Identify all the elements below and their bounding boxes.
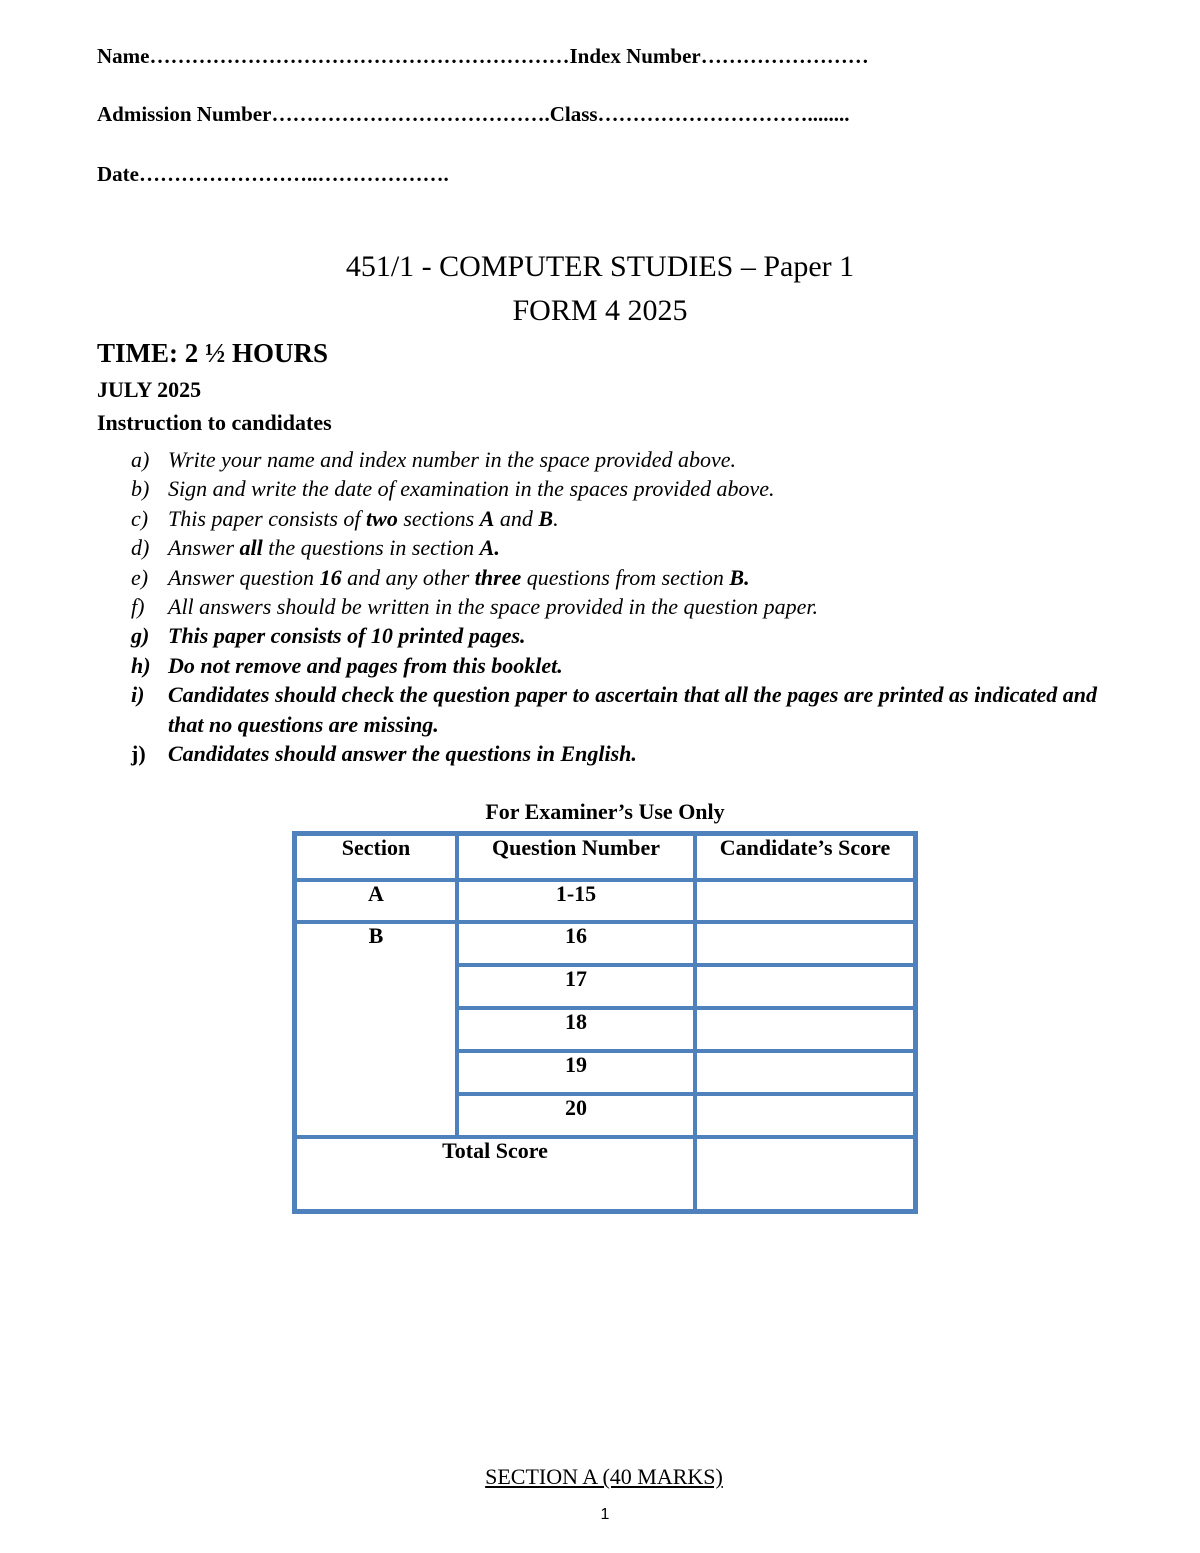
instruction-d	[131, 533, 1111, 562]
emphasis: two	[366, 505, 398, 531]
total-row	[295, 1137, 915, 1211]
instruction-letter: j)	[131, 741, 146, 767]
instruction-g	[131, 621, 1111, 650]
instruction-c	[131, 504, 1111, 533]
section-a-heading: SECTION A (40 MARKS)	[485, 1464, 723, 1489]
instruction-a	[131, 445, 1111, 474]
text-run: This paper consists of	[168, 505, 367, 531]
exam-time: TIME: 2 ½ HOURS	[97, 338, 329, 368]
instruction-text: Sign and write the date of examination in the spaces provided above.	[168, 476, 775, 502]
text-run: .	[553, 505, 559, 531]
score-cell[interactable]	[695, 1051, 915, 1094]
header-section: Section	[295, 834, 457, 880]
score-cell[interactable]	[695, 922, 915, 965]
instruction-f	[131, 592, 1111, 621]
examiner-score-table	[292, 831, 918, 1214]
emphasis: A	[479, 505, 495, 531]
section-a-cell: A	[295, 880, 457, 922]
instructions-list	[131, 445, 1111, 768]
page-number: 1	[600, 1506, 610, 1523]
instruction-text: Do not remove and pages from this booklet.	[168, 652, 563, 678]
instruction-text: Candidates should check the question paper to ascertain that all the pages are printed as indicated and that no questions are missing.	[168, 682, 1097, 737]
score-cell[interactable]	[695, 1094, 915, 1137]
instruction-letter: i)	[131, 682, 145, 708]
instructions-heading: Instruction to candidates	[97, 410, 332, 435]
emphasis: all	[239, 535, 263, 561]
instruction-e	[131, 563, 1111, 592]
instruction-letter: d)	[131, 535, 150, 561]
question-cell: 19	[457, 1051, 695, 1094]
instruction-letter: e)	[131, 564, 149, 590]
instruction-text	[168, 533, 1111, 562]
question-cell: 20	[457, 1094, 695, 1137]
instruction-text: This paper consists of 10 printed pages.	[168, 623, 526, 649]
instruction-text: Write your name and index number in the space provided above.	[168, 447, 736, 472]
score-cell[interactable]	[695, 1008, 915, 1051]
emphasis: B	[538, 505, 554, 531]
instruction-b	[131, 474, 1111, 503]
paper-title: 451/1 - COMPUTER STUDIES – Paper 1	[345, 250, 855, 283]
section-b-cell: B	[295, 922, 457, 1137]
instruction-text	[168, 563, 1111, 592]
paper-form-year: FORM 4 2025	[512, 294, 688, 327]
header-question-number: Question Number	[457, 834, 695, 880]
date-field: Date……………………..……………….	[97, 162, 449, 186]
question-cell: 1-15	[457, 880, 695, 922]
question-cell: 18	[457, 1008, 695, 1051]
instruction-letter: a)	[131, 447, 150, 472]
table-row	[295, 880, 915, 922]
question-cell: 16	[457, 922, 695, 965]
name-index-field: Name……………………………………………………Index Number……………………	[97, 44, 869, 68]
table-row	[295, 922, 915, 965]
instruction-j	[131, 739, 1111, 768]
text-run: Answer question	[168, 564, 320, 590]
instruction-letter: g)	[131, 623, 150, 649]
text-run: the questions in section	[262, 535, 480, 561]
instruction-text: All answers should be written in the space provided in the question paper.	[168, 594, 818, 620]
emphasis: three	[474, 564, 522, 590]
score-cell[interactable]	[695, 880, 915, 922]
table-header-row	[295, 834, 915, 880]
examiner-table-caption: For Examiner’s Use Only	[485, 799, 725, 824]
text-run: and	[494, 505, 539, 531]
score-cell[interactable]	[695, 965, 915, 1008]
instruction-i	[131, 680, 1111, 739]
text-run: Answer	[168, 535, 240, 561]
text-run: questions from section	[521, 564, 730, 590]
instruction-letter: f)	[131, 594, 145, 620]
instruction-letter: c)	[131, 505, 149, 531]
instruction-text: Candidates should answer the questions in English.	[168, 741, 637, 767]
emphasis: B.	[729, 564, 750, 590]
emphasis: 16	[319, 564, 342, 590]
text-run: sections	[397, 505, 480, 531]
exam-month: JULY 2025	[97, 377, 202, 402]
total-score-label: Total Score	[295, 1137, 695, 1211]
admission-class-field: Admission Number………………………………….Class…………………………........	[97, 102, 850, 126]
instruction-text	[168, 504, 1111, 533]
total-score-cell[interactable]	[695, 1137, 915, 1211]
instruction-letter: b)	[131, 476, 150, 502]
instruction-h	[131, 651, 1111, 680]
emphasis: A.	[479, 535, 500, 561]
instruction-letter: h)	[131, 652, 151, 678]
question-cell: 17	[457, 965, 695, 1008]
text-run: and any other	[341, 564, 475, 590]
header-candidate-score: Candidate’s Score	[695, 834, 915, 880]
